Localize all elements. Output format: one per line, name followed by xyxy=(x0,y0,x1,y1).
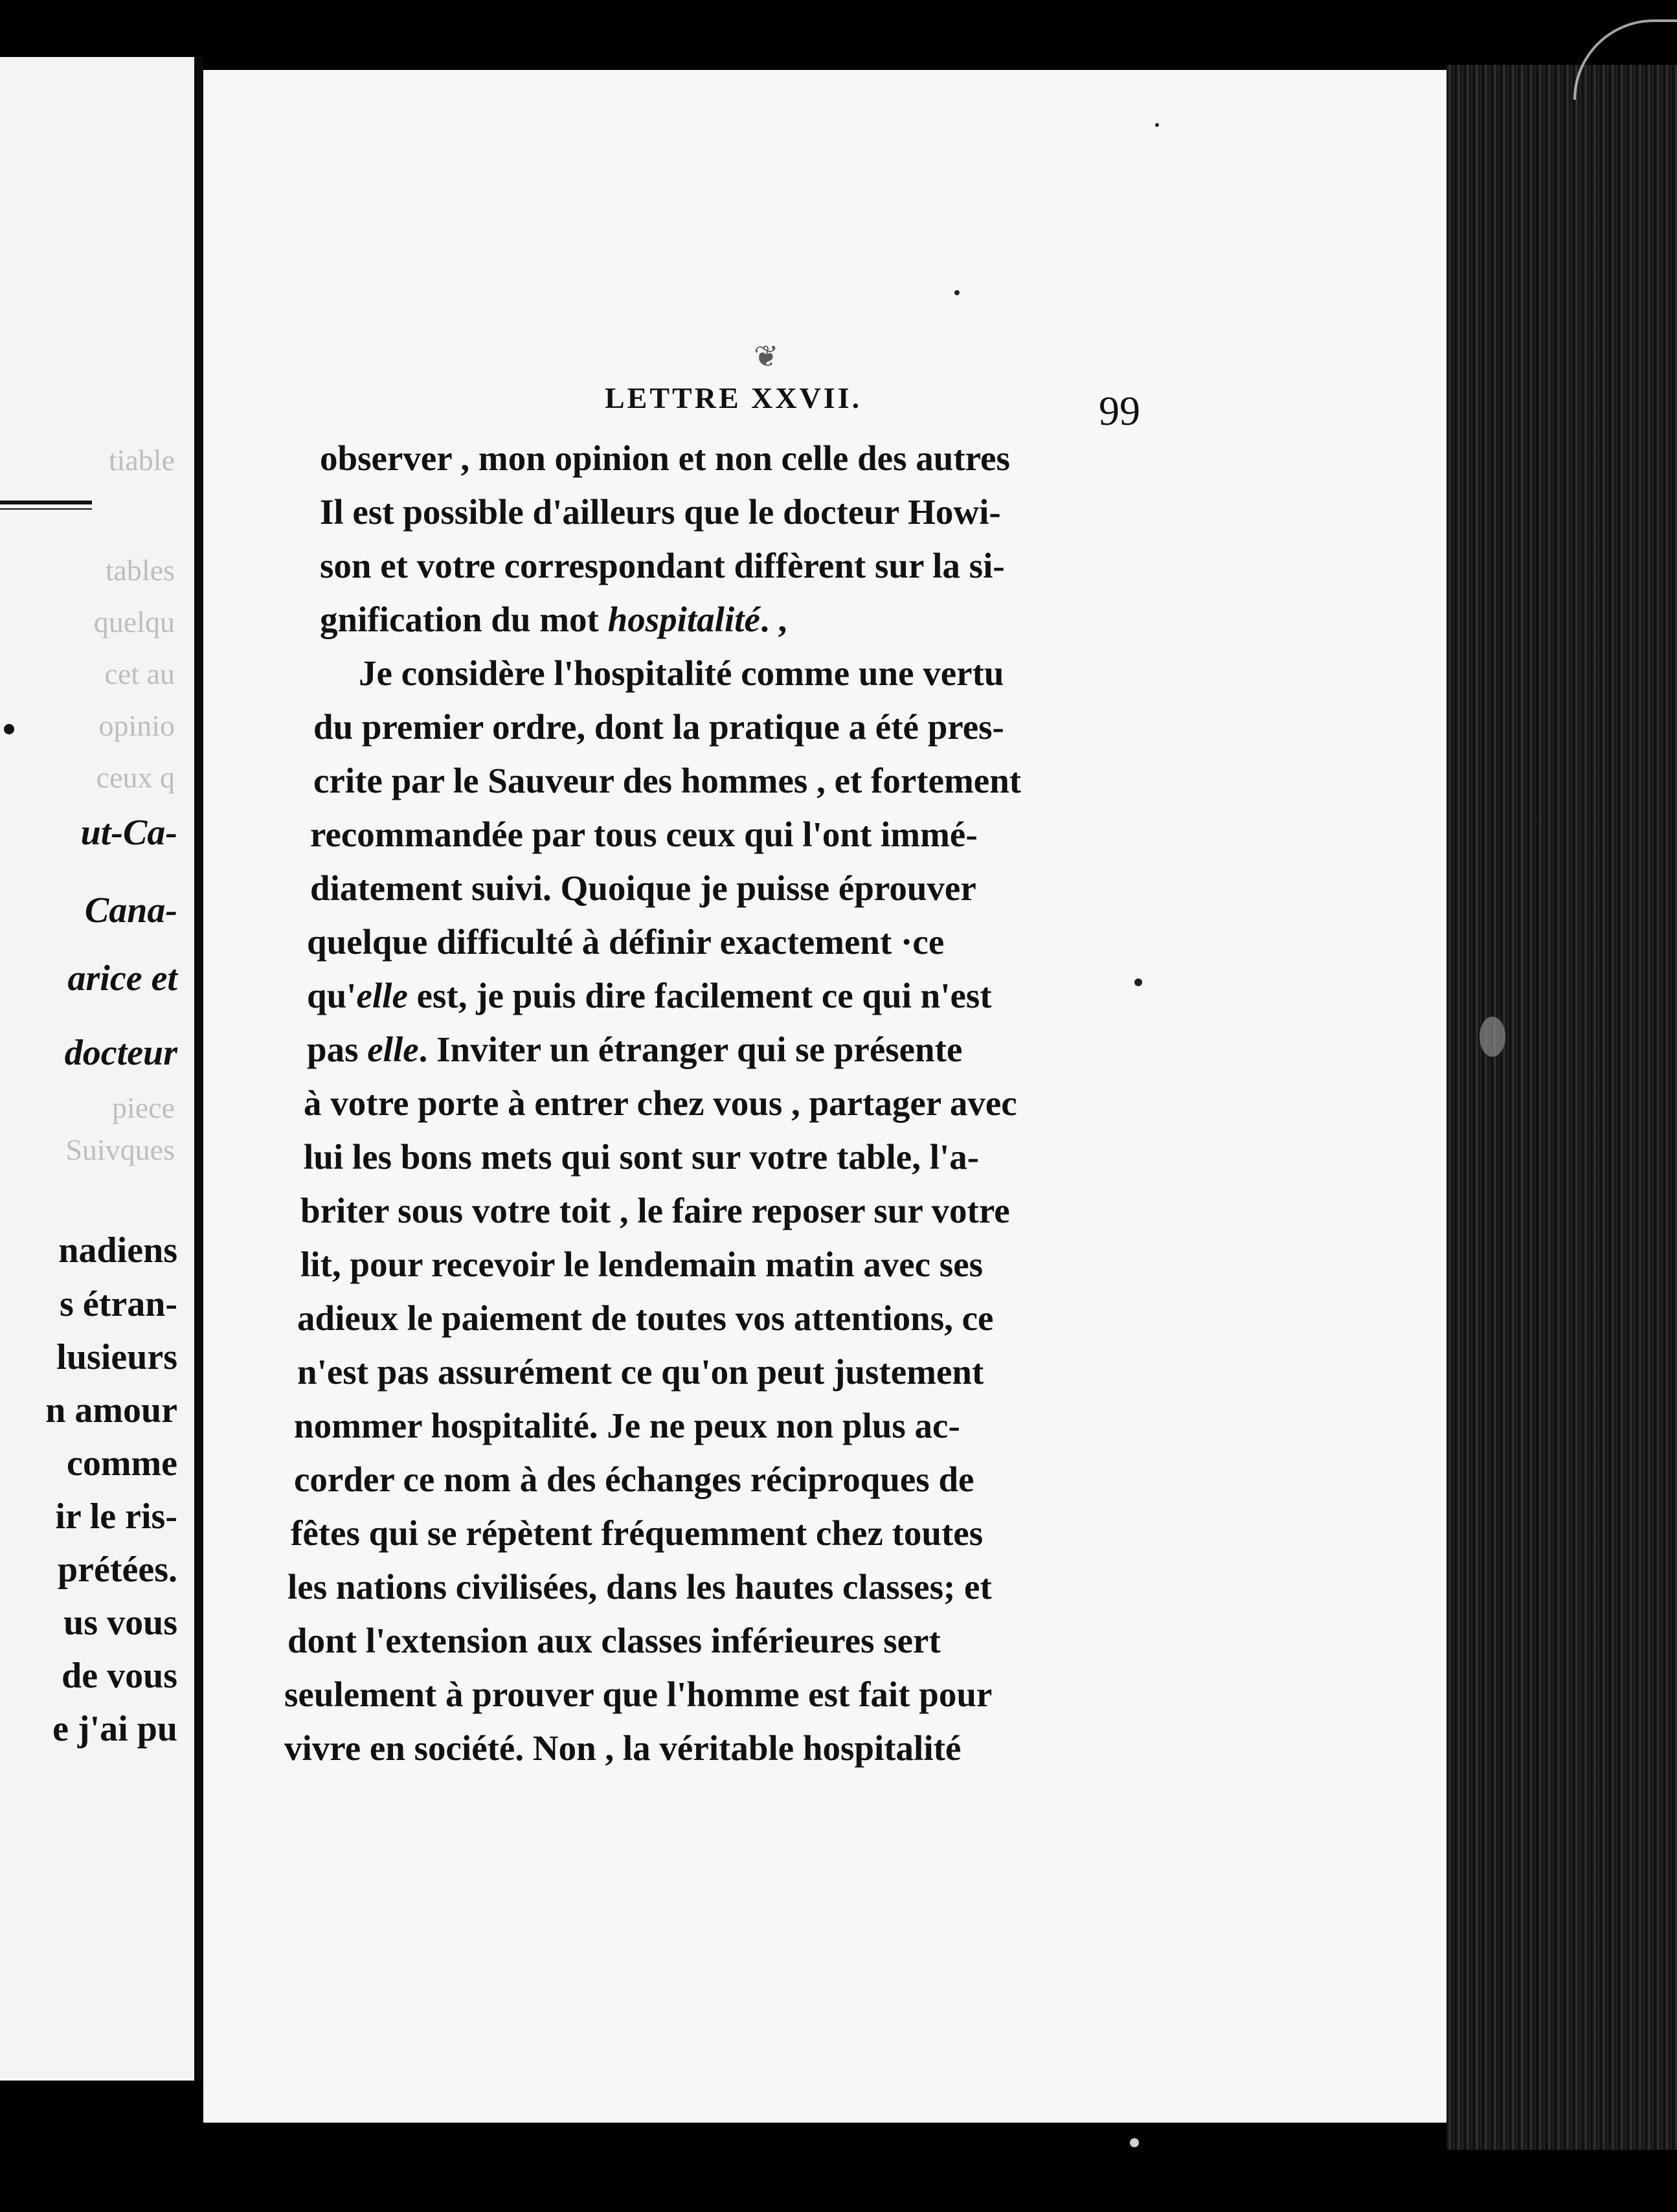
body-line: observer , mon opinion et non celle des autres xyxy=(320,438,1010,478)
running-head: LETTRE XXVII. xyxy=(605,381,862,414)
body-line: pas elle. Inviter un étranger qui se présente xyxy=(307,1030,963,1069)
left-text-line: comme xyxy=(66,1443,177,1484)
left-bullet-mark xyxy=(4,724,14,734)
left-text-line: arice et xyxy=(67,958,177,999)
left-text-line: docteur xyxy=(64,1033,177,1073)
left-ghost-line: piece xyxy=(111,1091,175,1124)
left-text-line: lusieurs xyxy=(56,1337,177,1377)
left-text-line: ut-Ca- xyxy=(80,813,177,853)
left-text-line: n amour xyxy=(45,1390,177,1430)
dust-speck xyxy=(1155,123,1159,127)
body-line: n'est pas assurément ce qu'on peut justement xyxy=(297,1352,984,1392)
left-text-line: s étran- xyxy=(60,1284,177,1324)
left-ghost-line: Suivques xyxy=(65,1133,175,1166)
body-line: lui les bons mets qui sont sur votre table, l'a- xyxy=(304,1137,980,1177)
left-text-line: us vous xyxy=(63,1603,177,1643)
dust-speck xyxy=(954,290,960,295)
body-line: Il est possible d'ailleurs que le docteur Howi- xyxy=(320,492,1001,532)
body-line: du premier ordre, dont la pratique a été pres- xyxy=(313,707,1004,747)
body-line: nommer hospitalité. Je ne peux non plus ac- xyxy=(294,1406,960,1445)
body-line: à votre porte à entrer chez vous , partager avec xyxy=(304,1083,1017,1123)
body-line: adieux le paiement de toutes vos attentions, ce xyxy=(297,1298,994,1338)
body-line: lit, pour recevoir le lendemain matin avec ses xyxy=(300,1245,984,1284)
left-section-rule xyxy=(0,501,92,510)
left-ghost-line: cet au xyxy=(104,657,175,690)
body-line: recommandée par tous ceux qui l'ont immé- xyxy=(310,815,978,854)
body-line: son et votre correspondant diffèrent sur la si- xyxy=(320,546,1005,585)
left-ghost-line: tables xyxy=(105,554,175,587)
left-text-line: e j'ai pu xyxy=(52,1709,177,1749)
dust-speck xyxy=(1134,978,1142,986)
body-line: les nations civilisées, dans les hautes classes; et xyxy=(287,1567,992,1607)
page-number: 99 xyxy=(1099,388,1140,434)
left-ghost-line: opinio xyxy=(98,709,175,742)
left-text-line: ir le ris- xyxy=(55,1496,177,1537)
left-text-line: Cana- xyxy=(84,890,177,931)
left-ghost-line: tiable xyxy=(108,444,175,477)
left-text-line: de vous xyxy=(62,1656,177,1696)
body-line: seulement à prouver que l'homme est fait pour xyxy=(284,1675,993,1714)
book-gutter xyxy=(194,57,203,2081)
body-line: vivre en société. Non , la véritable hospitalité xyxy=(284,1728,962,1768)
left-page-fragment xyxy=(0,57,194,2081)
left-ghost-line: quelqu xyxy=(93,605,175,638)
body-line: fêtes qui se répètent fréquemment chez toutes xyxy=(291,1513,984,1553)
left-text-line: nadiens xyxy=(58,1230,177,1270)
ornament-icon: ❦ xyxy=(754,339,779,374)
edge-spot xyxy=(1480,1017,1505,1057)
body-line: dont l'extension aux classes inférieures sert xyxy=(287,1621,941,1660)
body-line: crite par le Sauveur des hommes , et fortement xyxy=(313,761,1022,800)
body-line: corder ce nom à des échanges réciproques de xyxy=(294,1460,974,1499)
page-corner-curl xyxy=(1573,19,1677,100)
main-page xyxy=(203,70,1446,2123)
left-ghost-line: ceux q xyxy=(96,761,175,794)
dust-speck xyxy=(1130,2138,1139,2147)
left-text-line: prétées. xyxy=(57,1550,177,1590)
body-line: gnification du mot hospitalité. , xyxy=(320,600,787,639)
body-line: quelque difficulté à définir exactement ·ce xyxy=(307,922,945,962)
body-line: Je considère l'hospitalité comme une vertu xyxy=(359,653,1004,693)
book-page-edges xyxy=(1446,65,1677,2150)
body-line: qu'elle est, je puis dire facilement ce qui n'est xyxy=(307,976,992,1015)
body-line: briter sous votre toit , le faire reposer sur votre xyxy=(300,1191,1010,1230)
body-line: diatement suivi. Quoique je puisse éprouver xyxy=(310,868,976,908)
